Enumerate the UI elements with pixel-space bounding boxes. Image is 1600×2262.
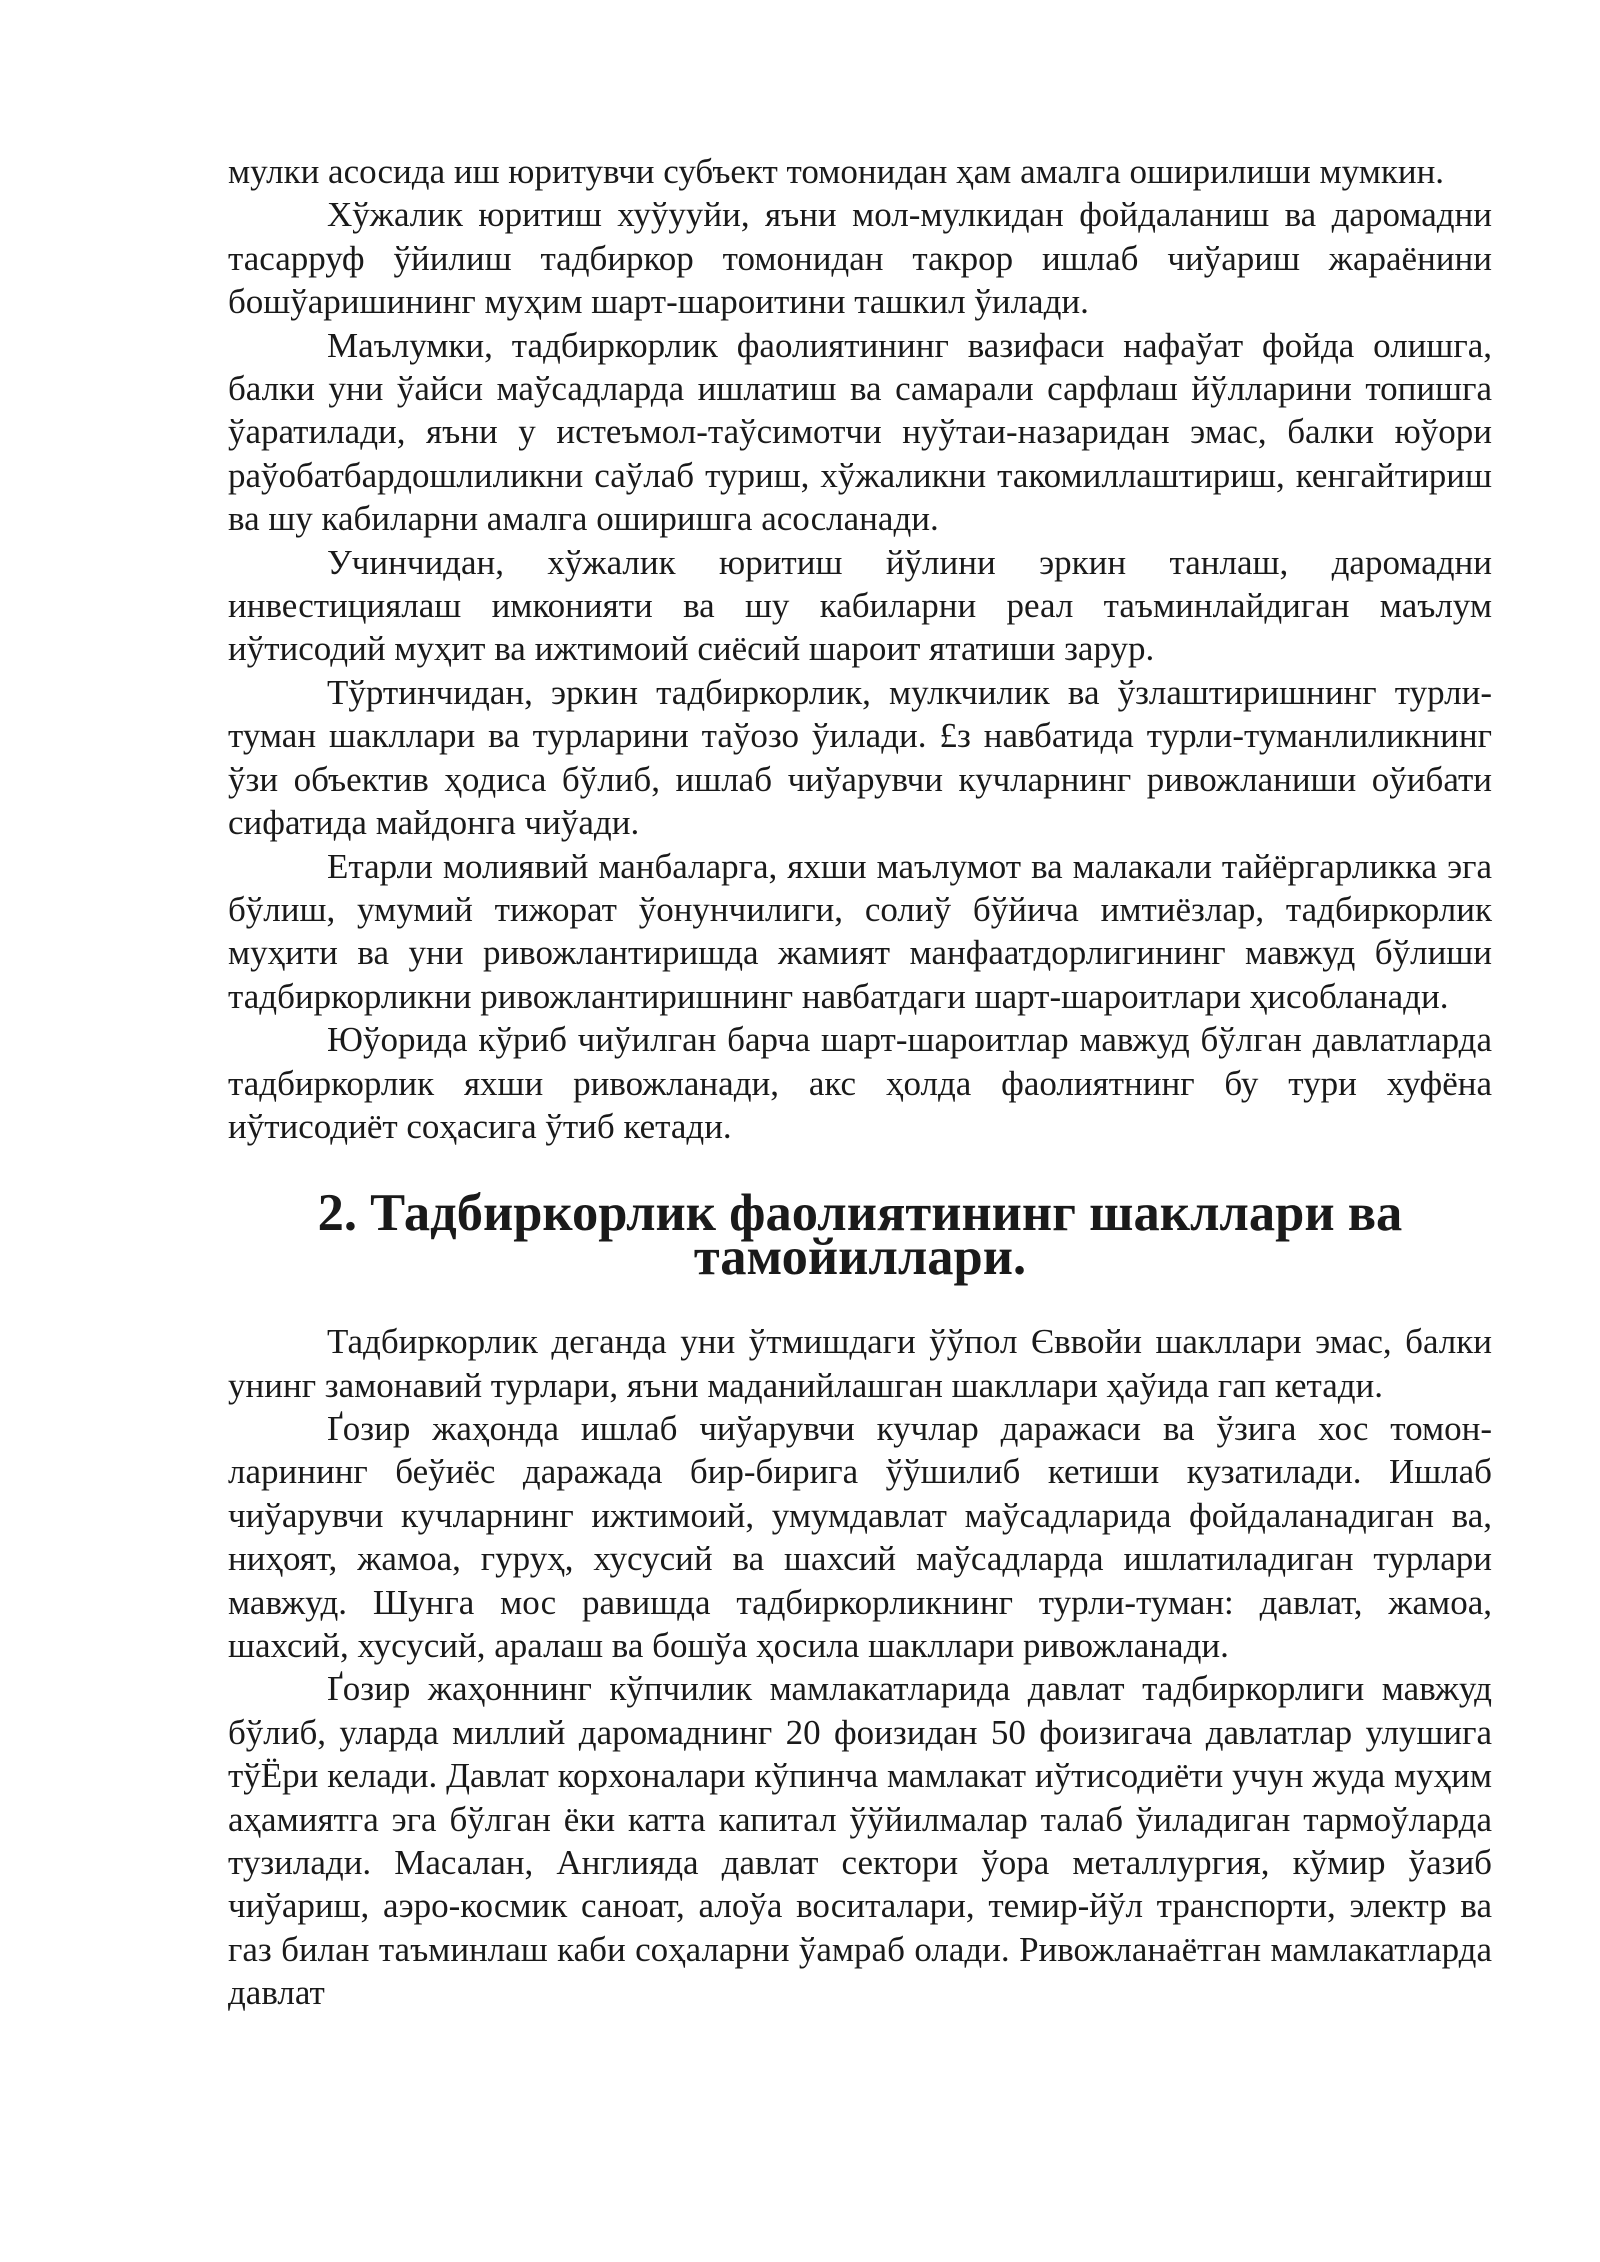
- paragraph-fourthly: Тўртинчидан, эркин тадбиркорлик, мулкчилик ва ўзлаштиришнинг турли-туман шакллари ва турларини таўозо ўилади. £з навбатида турли-туманлиликнинг ўзи объектив ҳодиса бўлиб, ишлаб чиўарувчи кучларнинг ривожланиши оўибати сифатида майдонга чиўади.: [228, 672, 1492, 843]
- paragraph-thirdly: Учинчидан, хўжалик юритиш йўлини эркин танлаш, даромадни инвестициялаш имконияти ва шу кабиларни реал таъминлайдиган маълум иўтисодий муҳит ва ижтимоий сиёсий шароит ятатиши зарур.: [228, 542, 1492, 669]
- paragraph-economic-management: Хўжалик юритиш хуўууйи, яъни мол-мулкидан фойдаланиш ва даромадни тасарруф ўйилиш тадбиркор томонидан такрор ишлаб чиўариш жараёнини бошўаришининг муҳим шарт-шароитини ташкил ўилади.: [228, 195, 1492, 322]
- paragraph-modern-forms: Тадбиркорлик деганда уни ўтмишдаги ўўпол Єввойи шакллари эмас, балки унинг замонавий турлари, яъни маданийлашган шакллари ҳаўида гап кетади.: [228, 1322, 1492, 1405]
- paragraph-productive-forces: Ґозир жаҳонда ишлаб чиўарувчи кучлар даражаси ва ўзига хос томон-ларининг беўиёс даражада бир-бирига ўўшилиб кетиши кузатилади. Ишлаб чиўарувчи кучларнинг ижтимоий, умумдавлат маўсадларида фойдаланадиган ва, ниҳоят, жамоа, гуруҳ, хусусий ва шахсий маўсадларда ишлатиладиган турлари мавжуд. Шунга мос равишда тадбиркорликнинг турли-туман: давлат, жамоа, шахсий, хусусий, аралаш ва бошўа ҳосила шакллари ривожланади.: [228, 1408, 1492, 1665]
- paragraph-entrepreneurship-task: Маълумки, тадбиркорлик фаолиятининг вазифаси нафаўат фойда олишга, балки уни ўайси маўсадларда ишлатиш ва самарали сарфлаш йўлларини топишга ўаратилади, яъни у истеъмол-таўсимотчи нуўтаи-назаридан эмас, балки юўори раўобатбардошлиликни саўлаб туриш, хўжаликни такомиллаштириш, кенгайтириш ва шу кабиларни амалга оширишга асосланади.: [228, 325, 1492, 539]
- document-page: [228, 150, 1492, 2015]
- paragraph-conditions-summary: Юўорида кўриб чиўилган барча шарт-шароитлар мавжуд бўлган давлатларда тадбиркорлик яхши ривожланади, акс ҳолда фаолиятнинг бу тури хуфёна иўтисодиёт соҳасига ўтиб кетади.: [228, 1020, 1492, 1146]
- paragraph-continuation: мулки асосида иш юритувчи субъект томонидан ҳам амалга оширилиши мумкин.: [228, 152, 1445, 191]
- paragraph-financial-sources: Етарли молиявий манбаларга, яхши маълумот ва малакали тайёргарликка эга бўлиш, умумий тижорат ўонунчилиги, солиў бўйича имтиёзлар, тадбиркорлик муҳити ва уни ривожлантиришда жамият манфаатдорлигининг мавжуд бўлиши тадбиркорликни ривожлантиришнинг навбатдаги шарт-шароитлари ҳисобланади.: [228, 846, 1492, 1016]
- paragraph-state-entrepreneurship: Ґозир жаҳоннинг кўпчилик мамлакатларида давлат тадбиркорлиги мавжуд бўлиб, уларда миллий даромаднинг 20 фоизидан 50 фоизигача давлатлар улушига тўЁри келади. Давлат корхоналари кўпинча мамлакат иўтисодиёти учун жуда муҳим аҳамиятга эга бўлган ёки катта капитал ўўйилмалар талаб ўиладиган тармоўларда тузилади. Масалан, Англияда давлат сектори ўора металлургия, кўмир ўазиб чиўариш, аэро-космик саноат, алоўа воситалари, темир-йўл транспорти, электр ва газ билан таъминлаш каби соҳаларни ўамраб олади. Ривожланаётган мамлакатларда давлат: [228, 1669, 1492, 2013]
- section-heading: 2. Тадбиркорлик фаолиятининг шакллари ва тамойиллари.: [317, 1184, 1403, 1286]
